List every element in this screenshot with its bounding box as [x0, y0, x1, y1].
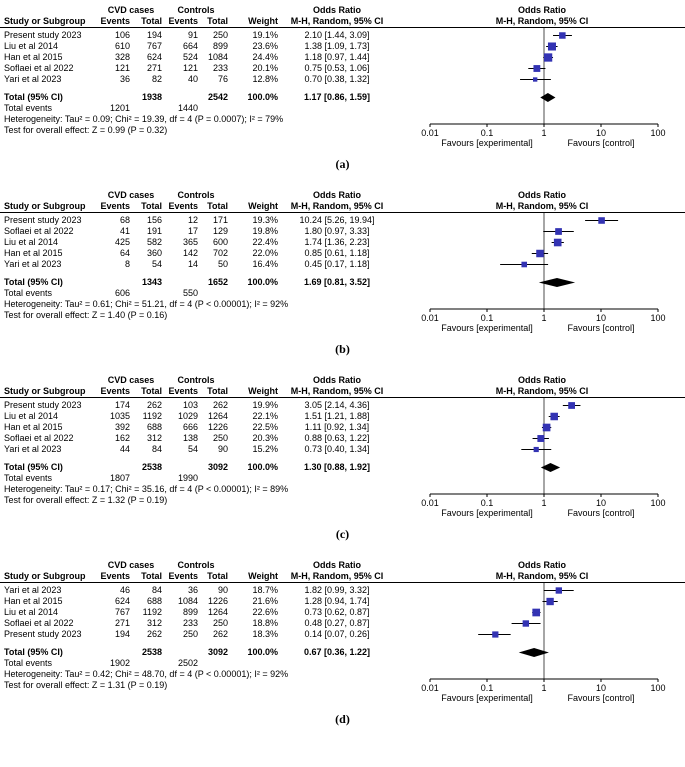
- plot-method-header: M-H, Random, 95% CI: [495, 571, 589, 581]
- or-ci-cell: 2.10 [1.44, 3.09]: [304, 30, 370, 40]
- forest-plot-svg: [420, 5, 685, 150]
- axis-tick-label: 10: [595, 313, 607, 323]
- weight-cell: 100.0%: [247, 92, 278, 102]
- or-ci-cell: 1.11 [0.92, 1.34]: [304, 422, 370, 432]
- panel-label: (b): [335, 342, 350, 356]
- total-cell: 233: [212, 63, 228, 73]
- axis-tick-label: 0.1: [480, 498, 494, 508]
- method-col-header: M-H, Random, 95% CI: [290, 386, 384, 396]
- favours-left-label: Favours [experimental]: [441, 508, 533, 518]
- forest-plot-svg: [420, 190, 685, 335]
- axis-tick-label: 1: [541, 313, 547, 323]
- events-cell: 1807: [109, 473, 130, 483]
- weight-cell: 19.1%: [252, 30, 278, 40]
- events-cell: 664: [182, 41, 198, 51]
- total-col-header: Total: [207, 16, 228, 26]
- total-col-header: Total: [141, 201, 162, 211]
- forest-plot-svg: [420, 560, 685, 705]
- total-cell: 1084: [207, 52, 228, 62]
- events-cell: 2502: [177, 658, 198, 668]
- study-name: Soflaei et al 2022: [4, 433, 74, 443]
- total-events-label: Total events: [4, 658, 53, 668]
- study-name: Present study 2023: [4, 629, 82, 639]
- total-cell: 84: [151, 444, 162, 454]
- events-cell: 666: [182, 422, 198, 432]
- total-events-label: Total events: [4, 288, 53, 298]
- total-cell: 1652: [207, 277, 228, 287]
- total-cell: 50: [217, 259, 228, 269]
- events-col-header: Events: [168, 16, 198, 26]
- events-cell: 91: [187, 30, 198, 40]
- overall-effect-text: Test for overall effect: Z = 1.31 (P = 0.19): [4, 680, 168, 690]
- weight-cell: 16.4%: [252, 259, 278, 269]
- weight-cell: 21.6%: [252, 596, 278, 606]
- total-cell: 1192: [142, 411, 162, 421]
- study-name: Han et al 2015: [4, 248, 63, 258]
- axis-tick-label: 0.1: [480, 313, 494, 323]
- events-cell: 142: [182, 248, 198, 258]
- study-marker: [533, 65, 540, 72]
- study-name: Yari et al 2023: [4, 444, 62, 454]
- or-ci-cell: 0.45 [0.17, 1.18]: [304, 259, 370, 269]
- events-cell: 194: [114, 629, 130, 639]
- total-cell: 194: [146, 30, 162, 40]
- total-cell: 899: [212, 41, 228, 51]
- total-cell: 3092: [207, 462, 228, 472]
- or-ci-cell: 0.88 [0.63, 1.22]: [304, 433, 370, 443]
- odds-ratio-header: Odds Ratio: [312, 5, 361, 15]
- events-col-header: Events: [100, 386, 130, 396]
- total-cell: 1226: [207, 596, 228, 606]
- weight-cell: 22.4%: [252, 237, 278, 247]
- weight-cell: 23.6%: [252, 41, 278, 51]
- total-cell: 1938: [141, 92, 162, 102]
- study-marker: [537, 435, 544, 442]
- study-marker: [544, 53, 552, 61]
- total-cell: 1264: [207, 607, 228, 617]
- events-cell: 1201: [109, 103, 130, 113]
- or-ci-cell: 0.67 [0.36, 1.22]: [303, 647, 371, 657]
- events-cell: 44: [119, 444, 130, 454]
- or-ci-cell: 0.73 [0.62, 0.87]: [304, 607, 370, 617]
- total-cell: 90: [217, 444, 228, 454]
- total-cell: 250: [212, 433, 228, 443]
- events-cell: 899: [182, 607, 198, 617]
- weight-cell: 20.3%: [252, 433, 278, 443]
- total-label: Total (95% CI): [4, 647, 63, 657]
- favours-right-label: Favours [control]: [567, 693, 635, 703]
- total-cell: 171: [212, 215, 228, 225]
- or-ci-cell: 3.05 [2.14, 4.36]: [304, 400, 370, 410]
- axis-tick-label: 10: [595, 128, 607, 138]
- study-name: Soflaei et al 2022: [4, 63, 74, 73]
- events-cell: 767: [114, 607, 130, 617]
- study-name: Present study 2023: [4, 30, 82, 40]
- events-cell: 524: [182, 52, 198, 62]
- total-cell: 582: [146, 237, 162, 247]
- events-cell: 1440: [177, 103, 198, 113]
- weight-cell: 100.0%: [247, 277, 278, 287]
- study-name: Present study 2023: [4, 400, 82, 410]
- total-events-label: Total events: [4, 473, 53, 483]
- or-ci-cell: 0.14 [0.07, 0.26]: [304, 629, 370, 639]
- events-col-header: Events: [168, 386, 198, 396]
- forest-panel-d: [0, 560, 685, 705]
- study-col-header: Study or Subgroup: [4, 571, 86, 581]
- study-marker: [556, 587, 562, 593]
- events-cell: 54: [187, 444, 198, 454]
- study-marker: [543, 424, 551, 432]
- total-events-label: Total events: [4, 103, 53, 113]
- plot-odds-ratio-header: Odds Ratio: [517, 5, 566, 15]
- weight-cell: 18.7%: [252, 585, 278, 595]
- total-cell: 54: [151, 259, 162, 269]
- total-cell: 1226: [207, 422, 228, 432]
- axis-tick-label: 0.01: [421, 313, 439, 323]
- axis-tick-label: 0.01: [421, 683, 439, 693]
- or-ci-cell: 1.18 [0.97, 1.44]: [304, 52, 370, 62]
- favours-left-label: Favours [experimental]: [441, 323, 533, 333]
- study-marker: [568, 402, 575, 409]
- total-cell: 262: [212, 400, 228, 410]
- total-cell: 1264: [207, 411, 228, 421]
- study-name: Han et al 2015: [4, 596, 63, 606]
- or-ci-cell: 1.74 [1.36, 2.23]: [304, 237, 370, 247]
- panel-label: (d): [335, 712, 350, 726]
- total-cell: 84: [151, 585, 162, 595]
- method-col-header: M-H, Random, 95% CI: [290, 201, 384, 211]
- total-cell: 2542: [207, 92, 228, 102]
- weight-cell: 15.2%: [252, 444, 278, 454]
- group1-header: CVD cases: [107, 5, 155, 15]
- heterogeneity-text: Heterogeneity: Tau² = 0.42; Chi² = 48.70, df = 4 (P < 0.00001); I² = 92%: [4, 669, 289, 679]
- study-marker: [598, 217, 605, 224]
- weight-cell: 18.8%: [252, 618, 278, 628]
- weight-cell: 19.3%: [252, 215, 278, 225]
- total-cell: 191: [146, 226, 162, 236]
- study-marker: [533, 77, 537, 81]
- total-cell: 250: [212, 30, 228, 40]
- or-ci-cell: 1.30 [0.88, 1.92]: [303, 462, 371, 472]
- weight-cell: 100.0%: [247, 462, 278, 472]
- favours-left-label: Favours [experimental]: [441, 138, 533, 148]
- group1-header: CVD cases: [107, 190, 155, 200]
- overall-effect-text: Test for overall effect: Z = 1.32 (P = 0.19): [4, 495, 168, 505]
- total-cell: 262: [146, 629, 162, 639]
- summary-diamond: [540, 93, 555, 102]
- plot-odds-ratio-header: Odds Ratio: [517, 190, 566, 200]
- weight-cell: 22.0%: [252, 248, 278, 258]
- favours-left-label: Favours [experimental]: [441, 693, 533, 703]
- events-cell: 1084: [177, 596, 198, 606]
- study-name: Yari et al 2023: [4, 585, 62, 595]
- study-col-header: Study or Subgroup: [4, 201, 86, 211]
- or-ci-cell: 1.80 [0.97, 3.33]: [304, 226, 370, 236]
- total-cell: 767: [146, 41, 162, 51]
- events-cell: 68: [119, 215, 130, 225]
- study-name: Soflaei et al 2022: [4, 618, 74, 628]
- total-cell: 271: [146, 63, 162, 73]
- total-cell: 3092: [207, 647, 228, 657]
- or-ci-cell: 10.24 [5.26, 19.94]: [299, 215, 375, 225]
- total-col-header: Total: [207, 201, 228, 211]
- group2-header: Controls: [177, 375, 215, 385]
- axis-tick-label: 0.01: [421, 128, 439, 138]
- or-ci-cell: 1.82 [0.99, 3.32]: [304, 585, 370, 595]
- events-cell: 138: [182, 433, 198, 443]
- weight-cell: 24.4%: [252, 52, 278, 62]
- study-marker: [536, 250, 543, 257]
- weight-cell: 20.1%: [252, 63, 278, 73]
- weight-cell: 12.8%: [252, 74, 278, 84]
- total-cell: 90: [217, 585, 228, 595]
- events-cell: 162: [114, 433, 130, 443]
- events-cell: 550: [182, 288, 198, 298]
- weight-cell: 22.6%: [252, 607, 278, 617]
- events-cell: 610: [114, 41, 130, 51]
- total-cell: 312: [146, 618, 162, 628]
- axis-tick-label: 1: [541, 128, 547, 138]
- axis-tick-label: 100: [650, 498, 666, 508]
- study-name: Han et al 2015: [4, 52, 63, 62]
- total-cell: 2538: [141, 462, 162, 472]
- study-name: Present study 2023: [4, 215, 82, 225]
- axis-tick-label: 0.1: [480, 683, 494, 693]
- or-ci-cell: 0.70 [0.38, 1.32]: [304, 74, 370, 84]
- total-cell: 76: [217, 74, 228, 84]
- events-cell: 64: [119, 248, 130, 258]
- favours-right-label: Favours [control]: [567, 508, 635, 518]
- total-cell: 1192: [142, 607, 162, 617]
- total-cell: 250: [212, 618, 228, 628]
- study-name: Soflaei et al 2022: [4, 226, 74, 236]
- events-cell: 174: [114, 400, 130, 410]
- group2-header: Controls: [177, 190, 215, 200]
- total-col-header: Total: [141, 571, 162, 581]
- events-cell: 250: [182, 629, 198, 639]
- study-name: Liu et al 2014: [4, 607, 59, 617]
- study-col-header: Study or Subgroup: [4, 386, 86, 396]
- events-cell: 46: [119, 585, 130, 595]
- weight-col-header: Weight: [248, 201, 278, 211]
- total-label: Total (95% CI): [4, 462, 63, 472]
- study-name: Liu et al 2014: [4, 411, 59, 421]
- total-cell: 688: [146, 596, 162, 606]
- study-marker: [546, 598, 553, 605]
- weight-cell: 22.5%: [252, 422, 278, 432]
- or-ci-cell: 0.85 [0.61, 1.18]: [304, 248, 370, 258]
- total-cell: 688: [146, 422, 162, 432]
- total-cell: 312: [146, 433, 162, 443]
- study-marker: [554, 239, 562, 247]
- weight-col-header: Weight: [248, 386, 278, 396]
- total-label: Total (95% CI): [4, 92, 63, 102]
- panel-label: (c): [335, 527, 350, 541]
- plot-method-header: M-H, Random, 95% CI: [495, 201, 589, 211]
- weight-cell: 100.0%: [247, 647, 278, 657]
- events-cell: 328: [114, 52, 130, 62]
- method-col-header: M-H, Random, 95% CI: [290, 571, 384, 581]
- events-cell: 365: [182, 237, 198, 247]
- favours-right-label: Favours [control]: [567, 323, 635, 333]
- weight-col-header: Weight: [248, 16, 278, 26]
- total-cell: 360: [146, 248, 162, 258]
- weight-col-header: Weight: [248, 571, 278, 581]
- axis-tick-label: 1: [541, 683, 547, 693]
- or-ci-cell: 0.73 [0.40, 1.34]: [304, 444, 370, 454]
- total-cell: 262: [212, 629, 228, 639]
- group1-header: CVD cases: [107, 560, 155, 570]
- group1-header: CVD cases: [107, 375, 155, 385]
- total-col-header: Total: [141, 16, 162, 26]
- total-cell: 600: [212, 237, 228, 247]
- total-col-header: Total: [207, 386, 228, 396]
- or-ci-cell: 1.17 [0.86, 1.59]: [303, 92, 371, 102]
- total-cell: 702: [212, 248, 228, 258]
- axis-tick-label: 10: [595, 498, 607, 508]
- study-marker: [548, 42, 556, 50]
- events-cell: 1029: [177, 411, 198, 421]
- study-marker: [555, 228, 562, 235]
- events-cell: 36: [119, 74, 130, 84]
- study-marker: [559, 32, 565, 38]
- total-cell: 2538: [141, 647, 162, 657]
- axis-tick-label: 100: [650, 313, 666, 323]
- weight-cell: 19.8%: [252, 226, 278, 236]
- total-cell: 156: [146, 215, 162, 225]
- total-col-header: Total: [141, 386, 162, 396]
- total-label: Total (95% CI): [4, 277, 63, 287]
- study-name: Han et al 2015: [4, 422, 63, 432]
- events-cell: 17: [187, 226, 198, 236]
- method-col-header: M-H, Random, 95% CI: [290, 16, 384, 26]
- favours-right-label: Favours [control]: [567, 138, 635, 148]
- events-cell: 425: [114, 237, 130, 247]
- events-cell: 14: [187, 259, 198, 269]
- study-marker: [521, 262, 527, 268]
- or-ci-cell: 0.48 [0.27, 0.87]: [304, 618, 370, 628]
- or-ci-cell: 1.51 [1.21, 1.88]: [304, 411, 370, 421]
- events-cell: 12: [187, 215, 198, 225]
- axis-tick-label: 100: [650, 128, 666, 138]
- plot-odds-ratio-header: Odds Ratio: [517, 560, 566, 570]
- total-cell: 624: [146, 52, 162, 62]
- or-ci-cell: 0.75 [0.53, 1.06]: [304, 63, 370, 73]
- study-col-header: Study or Subgroup: [4, 16, 86, 26]
- forest-panel-b: [0, 190, 685, 335]
- study-name: Liu et al 2014: [4, 237, 59, 247]
- plot-odds-ratio-header: Odds Ratio: [517, 375, 566, 385]
- events-col-header: Events: [100, 201, 130, 211]
- events-cell: 392: [114, 422, 130, 432]
- events-cell: 1035: [109, 411, 130, 421]
- total-cell: 1343: [141, 277, 162, 287]
- events-col-header: Events: [100, 571, 130, 581]
- or-ci-cell: 1.38 [1.09, 1.73]: [304, 41, 370, 51]
- events-cell: 40: [187, 74, 198, 84]
- group2-header: Controls: [177, 5, 215, 15]
- panel-label: (a): [335, 157, 350, 171]
- plot-method-header: M-H, Random, 95% CI: [495, 386, 589, 396]
- forest-panel-a: [0, 5, 685, 150]
- events-cell: 606: [114, 288, 130, 298]
- total-col-header: Total: [207, 571, 228, 581]
- study-marker: [492, 631, 498, 637]
- or-ci-cell: 1.69 [0.81, 3.52]: [303, 277, 371, 287]
- study-name: Yari et al 2023: [4, 74, 62, 84]
- events-cell: 233: [182, 618, 198, 628]
- study-name: Liu et al 2014: [4, 41, 59, 51]
- heterogeneity-text: Heterogeneity: Tau² = 0.17; Chi² = 35.16, df = 4 (P < 0.00001); I² = 89%: [4, 484, 289, 494]
- heterogeneity-text: Heterogeneity: Tau² = 0.09; Chi² = 19.39, df = 4 (P = 0.0007); I² = 79%: [4, 114, 284, 124]
- heterogeneity-text: Heterogeneity: Tau² = 0.61; Chi² = 51.21, df = 4 (P < 0.00001); I² = 92%: [4, 299, 289, 309]
- total-cell: 82: [151, 74, 162, 84]
- total-cell: 262: [146, 400, 162, 410]
- events-cell: 1990: [177, 473, 198, 483]
- events-col-header: Events: [168, 571, 198, 581]
- events-cell: 36: [187, 585, 198, 595]
- weight-cell: 18.3%: [252, 629, 278, 639]
- events-cell: 121: [182, 63, 198, 73]
- study-marker: [532, 609, 540, 617]
- events-cell: 8: [124, 259, 130, 269]
- events-col-header: Events: [168, 201, 198, 211]
- study-name: Yari et al 2023: [4, 259, 62, 269]
- events-cell: 271: [114, 618, 130, 628]
- summary-diamond: [519, 648, 549, 657]
- odds-ratio-header: Odds Ratio: [312, 375, 361, 385]
- events-cell: 1902: [109, 658, 130, 668]
- axis-tick-label: 10: [595, 683, 607, 693]
- overall-effect-text: Test for overall effect: Z = 1.40 (P = 0.16): [4, 310, 168, 320]
- overall-effect-text: Test for overall effect: Z = 0.99 (P = 0.32): [4, 125, 168, 135]
- study-marker: [523, 620, 529, 626]
- axis-tick-label: 100: [650, 683, 666, 693]
- study-marker: [550, 413, 558, 421]
- axis-tick-label: 0.01: [421, 498, 439, 508]
- weight-cell: 19.9%: [252, 400, 278, 410]
- forest-plot-svg: [420, 375, 685, 520]
- events-cell: 41: [119, 226, 130, 236]
- study-marker: [534, 447, 539, 452]
- plot-method-header: M-H, Random, 95% CI: [495, 16, 589, 26]
- events-cell: 106: [114, 30, 130, 40]
- group2-header: Controls: [177, 560, 215, 570]
- events-col-header: Events: [100, 16, 130, 26]
- events-cell: 121: [114, 63, 130, 73]
- forest-panel-c: [0, 375, 685, 520]
- events-cell: 103: [182, 400, 198, 410]
- axis-tick-label: 1: [541, 498, 547, 508]
- axis-tick-label: 0.1: [480, 128, 494, 138]
- odds-ratio-header: Odds Ratio: [312, 560, 361, 570]
- or-ci-cell: 1.28 [0.94, 1.74]: [304, 596, 370, 606]
- odds-ratio-header: Odds Ratio: [312, 190, 361, 200]
- events-cell: 624: [114, 596, 130, 606]
- weight-cell: 22.1%: [252, 411, 278, 421]
- total-cell: 129: [212, 226, 228, 236]
